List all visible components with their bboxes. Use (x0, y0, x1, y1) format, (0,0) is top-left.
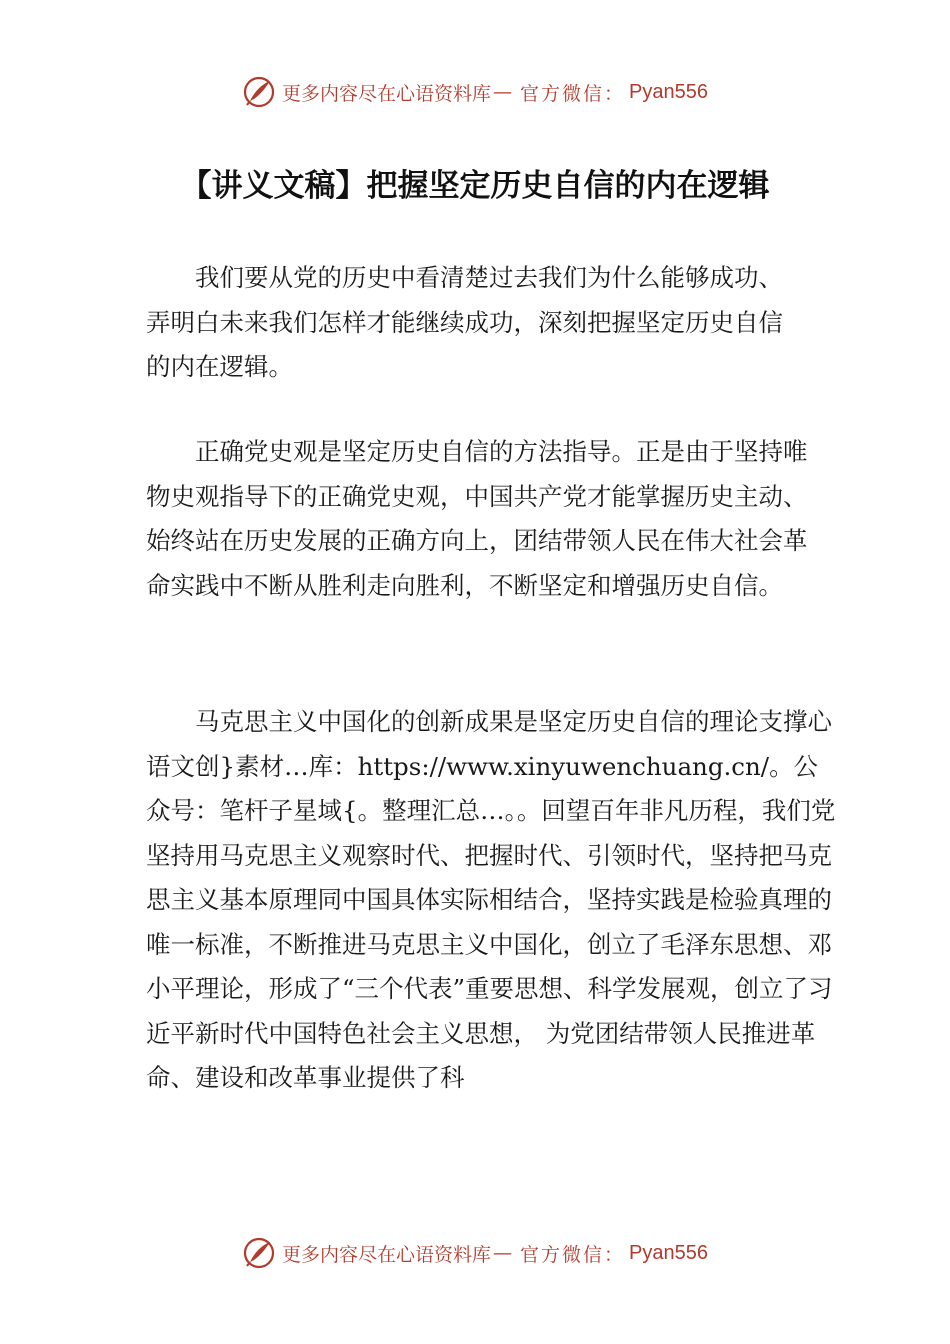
paragraph-2 (146, 430, 814, 608)
quill-logo-icon (242, 75, 276, 109)
banner-separator: — (493, 1242, 513, 1264)
paragraph-text: 正确党史观是坚定历史自信的方法指导。正是由于坚持唯物史观指导下的正确党史观，中国共产党才能掌握历史主动、始终站在历史发展的正确方向上，团结带领人民在伟大社会革命实践中不断从胜利走向胜利，不断坚定和增强历史自信。 (146, 437, 808, 600)
paragraph-1 (146, 256, 806, 390)
paragraph-3 (146, 700, 840, 1101)
banner-wechat-id: Pyan556 (629, 1241, 708, 1264)
paragraph-text: 我们要从党的历史中看清楚过去我们为什么能够成功、弄明白未来我们怎样才能继续成功，深刻把握坚定历史自信的内在逻辑。 (146, 263, 783, 381)
banner-official-label: 官方微信： (520, 1243, 626, 1266)
header-banner (0, 72, 950, 112)
banner-main-text: 更多内容尽在心语资料库 (282, 82, 492, 105)
document-title: 【讲义文稿】把握坚定历史自信的内在逻辑 (180, 168, 770, 204)
banner-separator: — (493, 81, 513, 103)
banner-wechat-id: Pyan556 (629, 80, 708, 103)
paragraph-text: 马克思主义中国化的创新成果是坚定历史自信的理论支撑心语文创}素材…库：https://www.xinyuwenchuang.cn/。公众号：笔杆子星域{。整理汇总…。。回望百年非凡历程，我们党坚持用马克思主义观察时代、把握时代、引领时代，坚持把马克思主义基本原理同中国具体实际相结合，坚持实践是检验真理的唯一标准，不断推进马克思主义中国化，创立了毛泽东思想、邓小平理论，形成了“三个代表”重要思想、科学发展观，创立了习近平新时代中国特色社会主义思想， 为党团结带领人民推进革命、建设和改革事业提供了科 (146, 707, 836, 1092)
banner-main-text: 更多内容尽在心语资料库 (282, 1243, 492, 1266)
footer-banner (0, 1233, 950, 1273)
banner-official-label: 官方微信： (520, 82, 626, 105)
quill-logo-icon (242, 1236, 276, 1270)
